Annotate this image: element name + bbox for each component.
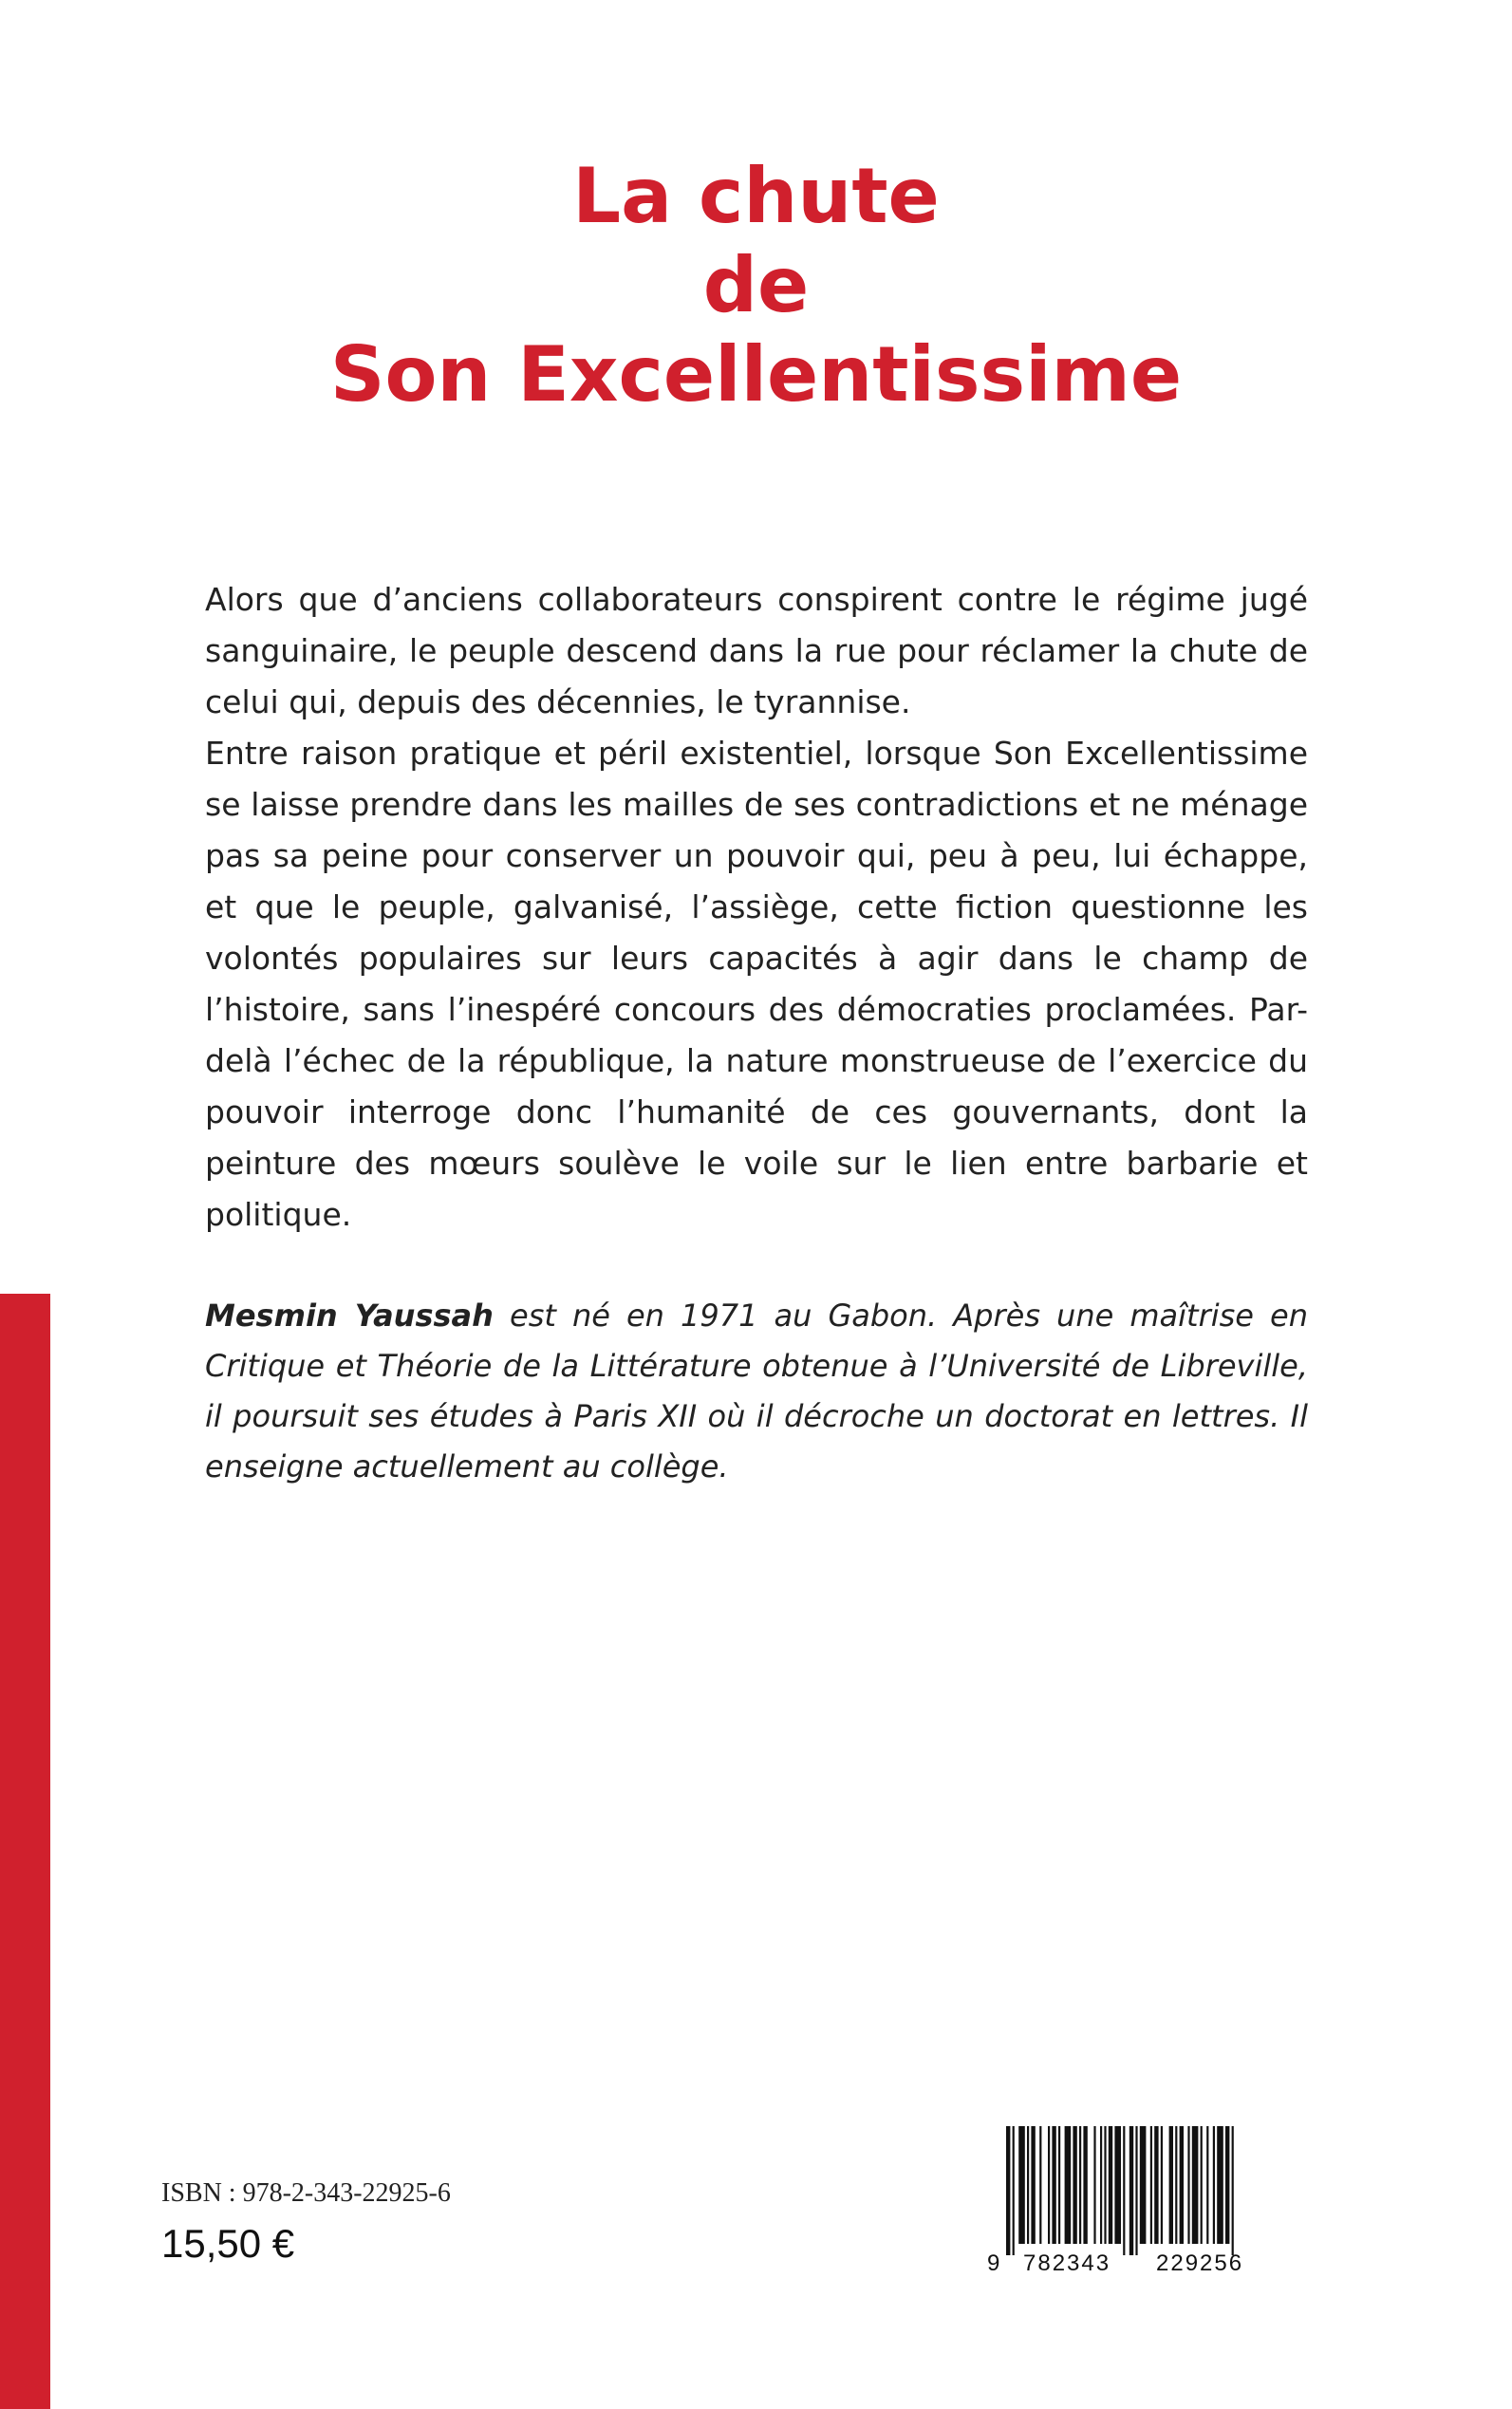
barcode-bar <box>1027 2126 1029 2244</box>
barcode-bar <box>1213 2126 1215 2244</box>
barcode-bar <box>1180 2126 1184 2244</box>
isbn-label: ISBN : 978-2-343-22925-6 <box>161 2178 451 2208</box>
author-bio <box>205 1291 1308 1492</box>
barcode-bar <box>1232 2126 1234 2255</box>
back-cover-blurb <box>205 574 1308 1241</box>
barcode-bar <box>1109 2126 1112 2244</box>
barcode-bar <box>1083 2126 1087 2244</box>
barcode-bar <box>1031 2126 1035 2244</box>
author-bio-text: est né en 1971 au Gabon. Après une maîtrise en Critique et Théorie de la Littérature obtenue à l’Université de Libreville, il poursuit ses études à Paris XII où il décroche un doctorat en lettres. Il enseigne actuellement au collège. <box>205 1298 1309 1485</box>
title-line-2: de <box>702 241 810 329</box>
title-line-3: Son Excellentissime <box>329 330 1183 419</box>
barcode-bar <box>1058 2126 1060 2244</box>
title-line-1: La chute <box>572 152 940 240</box>
barcode-bar <box>1013 2126 1015 2255</box>
barcode-bar <box>1201 2126 1203 2244</box>
barcode-bar <box>1048 2126 1050 2244</box>
barcode-bar <box>1093 2126 1095 2244</box>
red-side-bar <box>0 1294 50 2409</box>
barcode-bar <box>1169 2126 1173 2244</box>
barcode-bar <box>1161 2126 1163 2244</box>
barcode <box>987 2126 1291 2278</box>
barcode-bar <box>1129 2126 1133 2255</box>
barcode-bar <box>1123 2126 1125 2255</box>
barcode-bar <box>1079 2126 1081 2244</box>
blurb-paragraph-1: Alors que d’anciens collaborateurs conspirent contre le régime jugé sanguinaire, le peuple descend dans la rue pour réclamer la chute de celui qui, depuis des décennies, le tyrannise. <box>205 581 1308 720</box>
barcode-bar <box>1065 2126 1072 2244</box>
barcode-bar <box>1006 2126 1010 2255</box>
barcode-bar <box>1052 2126 1055 2244</box>
barcode-group-1: 782343 <box>1023 2250 1111 2276</box>
author-name: Mesmin Yaussah <box>205 1298 494 1334</box>
barcode-bar <box>1217 2126 1223 2244</box>
barcode-bar <box>1140 2126 1147 2244</box>
barcode-bar <box>1104 2126 1106 2244</box>
barcode-bar <box>1018 2126 1025 2244</box>
barcode-bar <box>1135 2126 1137 2255</box>
barcode-digit-first: 9 <box>987 2250 1000 2276</box>
barcode-bars <box>1006 2126 1234 2255</box>
barcode-bar <box>1192 2126 1199 2244</box>
barcode-bar <box>1206 2126 1208 2244</box>
barcode-bar <box>1073 2126 1076 2244</box>
book-title <box>0 152 1512 420</box>
barcode-bar <box>1150 2126 1152 2244</box>
blurb-paragraph-2: Entre raison pratique et péril existentiel, lorsque Son Excellentissime se laisse prendre dans les mailles de ses contradictions et ne ménage pas sa peine pour conserver un pouvoir qui, peu à peu, lui échappe, et que le peuple, galvanisé, l’assiège, cette fiction questionne les volontés populaires sur leurs capacités à agir dans le champ de l’histoire, sans l’inespéré concours des démocraties proclamées. Par-delà l’échec de la république, la nature monstrueuse de l’exercice du pouvoir interroge donc l’humanité de ces gouvernants, dont la peinture des mœurs soulève le voile sur le lien entre barbarie et politique. <box>205 735 1308 1233</box>
price-label: 15,50 € <box>161 2221 295 2266</box>
barcode-bar <box>1225 2126 1229 2244</box>
barcode-bar <box>1187 2126 1189 2244</box>
barcode-bar <box>1154 2126 1158 2244</box>
barcode-bar <box>1039 2126 1041 2244</box>
barcode-bar <box>1100 2126 1102 2244</box>
barcode-bar <box>1114 2126 1121 2244</box>
barcode-bar <box>1175 2126 1177 2244</box>
barcode-group-2: 229256 <box>1156 2250 1244 2276</box>
